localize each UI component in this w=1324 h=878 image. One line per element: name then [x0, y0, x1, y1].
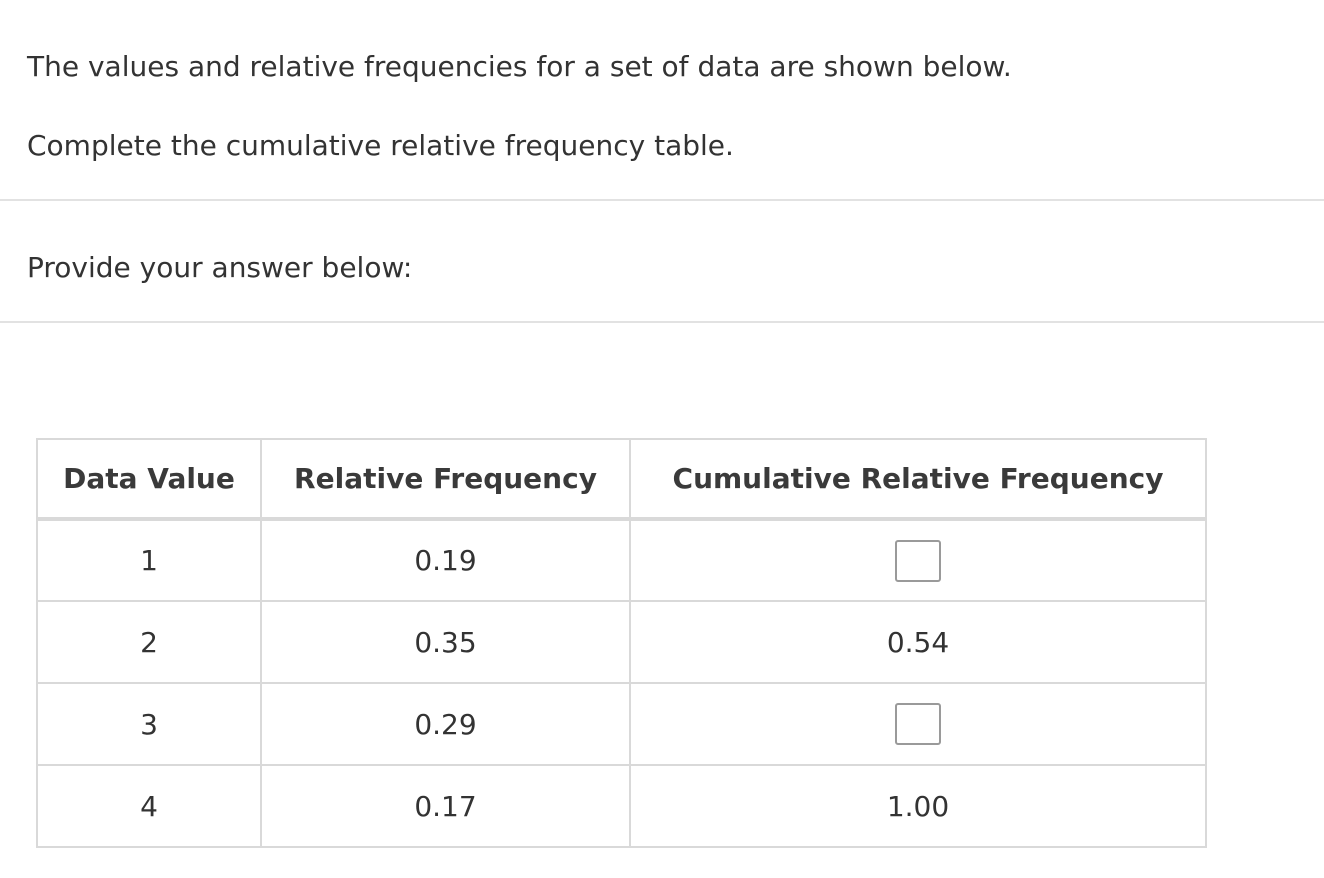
table-row [37, 765, 1206, 847]
data-value-cell: 2 [37, 601, 261, 683]
table-header-row [37, 439, 1206, 519]
cumulative-answer-input-row-3[interactable] [895, 703, 941, 745]
question-section [0, 0, 1324, 201]
relative-frequency-cell: 0.19 [261, 519, 630, 601]
cumulative-frequency-table [36, 438, 1207, 848]
cumulative-answer-input-row-1[interactable] [895, 540, 941, 582]
question-text: The values and relative frequencies for a set of data are shown below. [27, 50, 1012, 83]
question-instruction: Complete the cumulative relative frequency table. [27, 129, 734, 162]
relative-frequency-cell: 0.29 [261, 683, 630, 765]
header-relative-frequency: Relative Frequency [261, 439, 630, 519]
data-value-cell: 4 [37, 765, 261, 847]
header-data-value: Data Value [37, 439, 261, 519]
answer-prompt: Provide your answer below: [27, 251, 413, 284]
answer-section [0, 201, 1324, 323]
data-value-cell: 3 [37, 683, 261, 765]
cumulative-cell [630, 519, 1206, 601]
table-row [37, 683, 1206, 765]
cumulative-cell [630, 683, 1206, 765]
relative-frequency-cell: 0.35 [261, 601, 630, 683]
cumulative-cell: 1.00 [886, 789, 950, 823]
table-row [37, 519, 1206, 601]
cumulative-cell: 0.54 [630, 601, 1206, 683]
header-cumulative-relative-frequency: Cumulative Relative Frequency [630, 439, 1206, 519]
data-value-cell: 1 [37, 519, 261, 601]
relative-frequency-cell: 0.17 [261, 765, 630, 847]
table-row [37, 601, 1206, 683]
